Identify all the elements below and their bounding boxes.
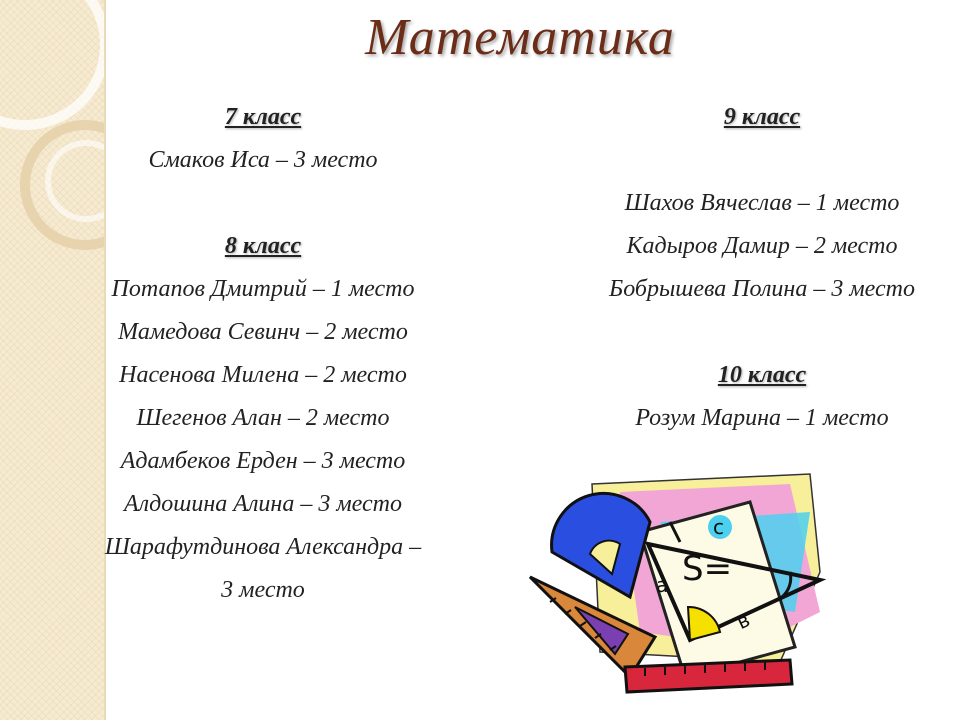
result-line: Насенова Милена – 2 место <box>119 362 407 388</box>
grade-heading: 8 класс <box>224 233 302 259</box>
page-title: Математика <box>365 9 675 66</box>
side-label-c: c <box>713 515 724 539</box>
protractor-icon <box>552 493 650 597</box>
grade-heading: 7 класс <box>224 104 302 130</box>
blank-line <box>40 182 486 225</box>
result-line: Алдошина Алина – 3 место <box>124 491 402 517</box>
side-label-a: a <box>656 573 669 597</box>
result-line: Шарафутдинова Александра – <box>104 534 422 560</box>
result-line: Розум Марина – 1 место <box>635 405 889 431</box>
result-line: Потапов Дмитрий – 1 место <box>111 276 415 302</box>
side-label-b: в <box>732 607 754 635</box>
result-line: Смаков Иса – 3 место <box>148 147 378 173</box>
result-line: Бобрышева Полина – 3 место <box>609 276 915 302</box>
result-line: Мамедова Севинч – 2 место <box>118 319 408 345</box>
right-results-column <box>540 96 960 440</box>
left-results-column <box>40 96 486 612</box>
blank-line <box>540 139 960 182</box>
ruler-icon <box>625 660 792 692</box>
grade-heading: 10 класс <box>717 362 807 388</box>
result-line: Шахов Вячеслав – 1 место <box>624 190 900 216</box>
area-formula: S= <box>682 549 733 589</box>
result-line: Кадыров Дамир – 2 место <box>626 233 898 259</box>
geometry-clipart <box>520 462 840 712</box>
result-line: Шегенов Алан – 2 место <box>136 405 390 431</box>
blank-line <box>540 311 960 354</box>
result-line: 3 место <box>221 577 305 603</box>
result-line: Адамбеков Ерден – 3 место <box>120 448 406 474</box>
grade-heading: 9 класс <box>723 104 801 130</box>
